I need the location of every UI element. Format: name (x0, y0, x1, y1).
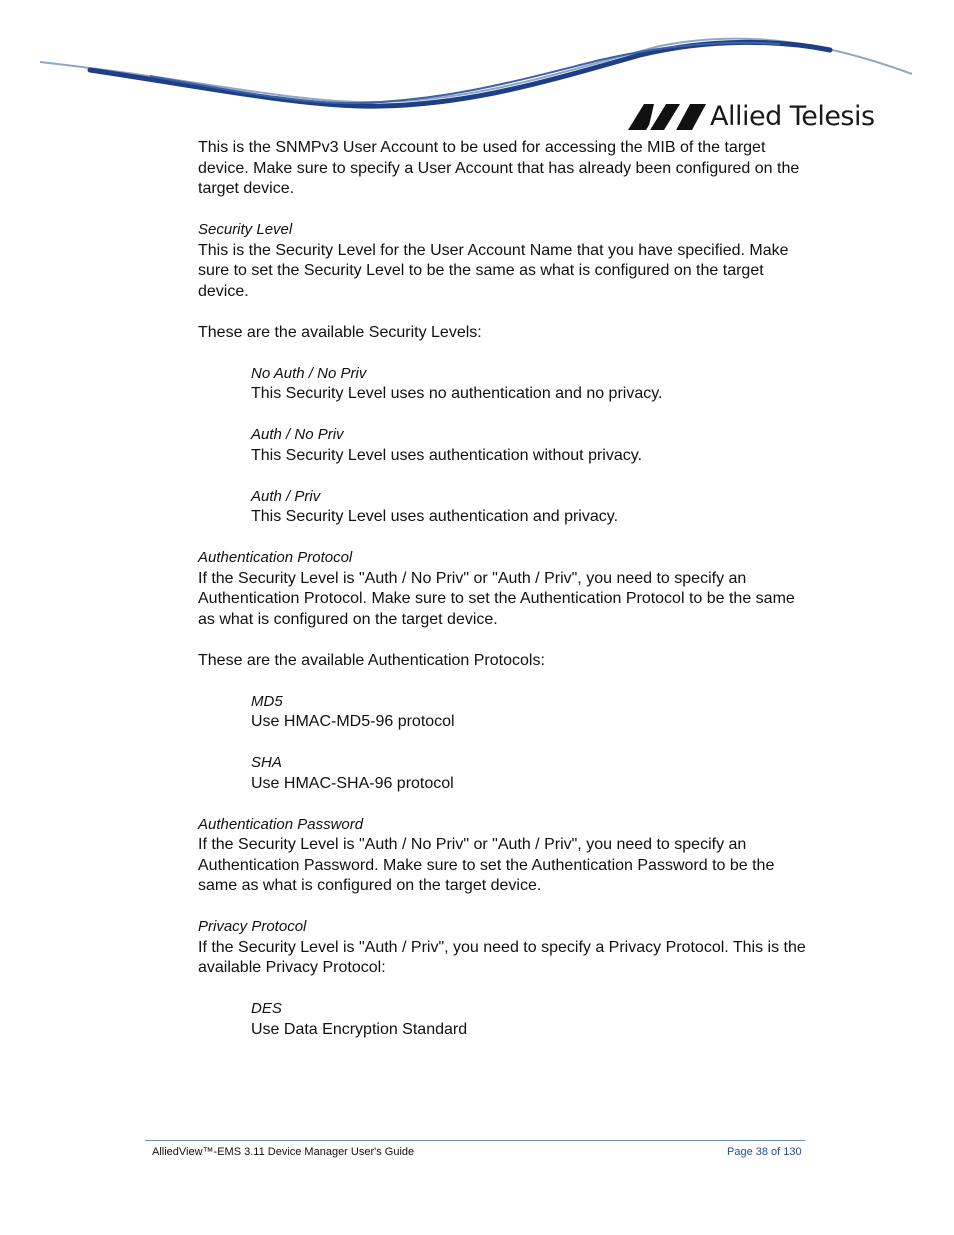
list-item-name: Auth / Priv (251, 487, 321, 505)
privacy-protocol-list (198, 999, 810, 1040)
footer-divider (145, 1140, 805, 1141)
list-item-name: Auth / No Priv (251, 426, 344, 443)
list-item-desc: This Security Level uses authentication without privacy. (251, 446, 643, 464)
logo-mark-icon (628, 103, 706, 131)
list-item-name: SHA (251, 754, 282, 771)
list-item-desc: This Security Level uses no authentication and no privacy. (251, 385, 663, 402)
auth-password-heading: Authentication Password (198, 815, 364, 833)
auth-protocol-heading: Authentication Protocol (198, 549, 353, 566)
allied-telesis-logo (628, 100, 875, 134)
auth-protocol-list-intro: These are the available Authentication Protocols: (198, 651, 545, 669)
security-level-list (198, 364, 810, 528)
auth-password-text: If the Security Level is "Auth / No Priv" or "Auth / Priv", you need to specify an Authentication Password. Make sure to set the Authentication Password to be the same as what is configured on the target device. (198, 836, 775, 894)
security-level-text: This is the Security Level for the User Account Name that you have specified. Make sure to set the Security Level to be the same as what is configured on the target device. (198, 241, 789, 300)
security-level-heading: Security Level (198, 221, 293, 238)
list-item-name: MD5 (251, 692, 283, 710)
privacy-protocol-heading: Privacy Protocol (198, 918, 307, 935)
page-number: Page 38 of 130 (727, 1146, 802, 1158)
security-level-list-intro: These are the available Security Levels: (198, 323, 482, 341)
list-item-desc: Use HMAC-SHA-96 protocol (251, 774, 454, 792)
list-item-desc: Use Data Encryption Standard (251, 1020, 468, 1038)
list-item-desc: Use HMAC-MD5-96 protocol (251, 713, 455, 730)
footer-title: AlliedView™-EMS 3.11 Device Manager User's Guide (152, 1146, 415, 1158)
list-item-name: DES (251, 1000, 282, 1017)
intro-paragraph: This is the SNMPv3 User Account to be used for accessing the MIB of the target device. Make sure to specify a User Account that has already been configured on the target device. (198, 139, 800, 197)
logo-text: Allied Telesis (710, 101, 875, 132)
list-item-desc: This Security Level uses authentication and privacy. (251, 508, 619, 525)
privacy-protocol-text: If the Security Level is "Auth / Priv", you need to specify a Privacy Protocol. This is the available Privacy Protocol: (198, 938, 806, 976)
document-body (198, 138, 810, 1040)
auth-protocol-text: If the Security Level is "Auth / No Priv" or "Auth / Priv", you need to specify an Authentication Protocol. Make sure to set the Authentication Protocol to be the same as what is configured on the target device. (198, 569, 795, 628)
auth-protocol-list (198, 692, 810, 795)
list-item-name: No Auth / No Priv (251, 364, 367, 382)
